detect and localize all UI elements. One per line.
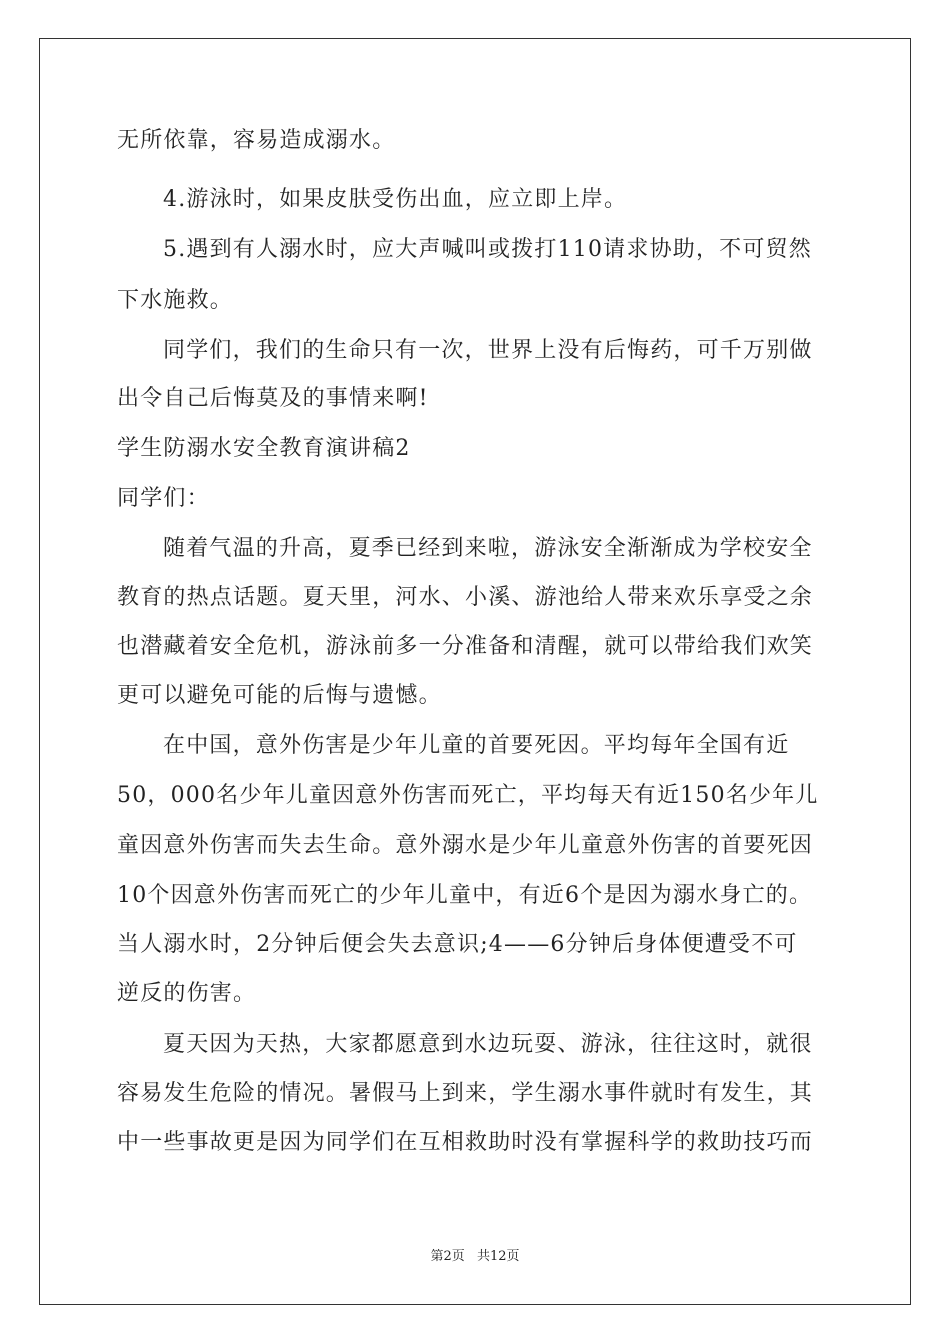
paragraph-line: 随着气温的升高，夏季已经到来啦，游泳安全渐渐成为学校安全 [163,536,813,561]
list-item-5: 5.遇到有人溺水时，应大声喊叫或拨打110请求协助，不可贸然 [163,237,812,262]
paragraph-line: 容易发生危险的情况。暑假马上到来，学生溺水事件就时有发生，其 [117,1081,814,1106]
salutation: 同学们： [117,486,210,511]
page-total: 共12页 [476,1249,520,1264]
paragraph-line: 逆反的伤害。 [117,981,257,1006]
list-item-4: 4.游泳时，如果皮肤受伤出血，应立即上岸。 [163,187,628,212]
paragraph-line: 下水施救。 [117,288,234,313]
page-footer [0,1245,950,1264]
paragraph-line: 也潜藏着安全危机，游泳前多一分准备和清醒，就可以带给我们欢笑 [117,634,814,659]
paragraph-line: 10个因意外伤害而死亡的少年儿童中，有近6个是因为溺水身亡的。 [117,883,813,908]
paragraph-line: 当人溺水时，2分钟后便会失去意识;4——6分钟后身体便遭受不可 [117,932,798,957]
paragraph-line: 中一些事故更是因为同学们在互相救助时没有掌握科学的救助技巧而 [117,1130,814,1155]
paragraph-line: 无所依靠，容易造成溺水。 [117,128,396,153]
paragraph-line: 在中国，意外伤害是少年儿童的首要死因。平均每年全国有近 [163,733,790,758]
page-number: 第2页 [430,1249,465,1264]
paragraph-line: 50，000名少年儿童因意外伤害而死亡，平均每天有近150名少年儿 [117,783,819,808]
paragraph-line: 教育的热点话题。夏天里，河水、小溪、游池给人带来欢乐享受之余 [117,585,814,610]
page-border [39,38,911,1305]
paragraph-line: 夏天因为天热，大家都愿意到水边玩耍、游泳，往往这时，就很 [163,1032,813,1057]
section-title: 学生防溺水安全教育演讲稿2 [117,436,411,461]
paragraph-line: 童因意外伤害而失去生命。意外溺水是少年儿童意外伤害的首要死因 [117,833,814,858]
paragraph-line: 出令自己后悔莫及的事情来啊! [117,386,429,411]
paragraph-line: 更可以避免可能的后悔与遗憾。 [117,683,442,708]
paragraph-line: 同学们，我们的生命只有一次，世界上没有后悔药，可千万别做 [163,338,813,363]
